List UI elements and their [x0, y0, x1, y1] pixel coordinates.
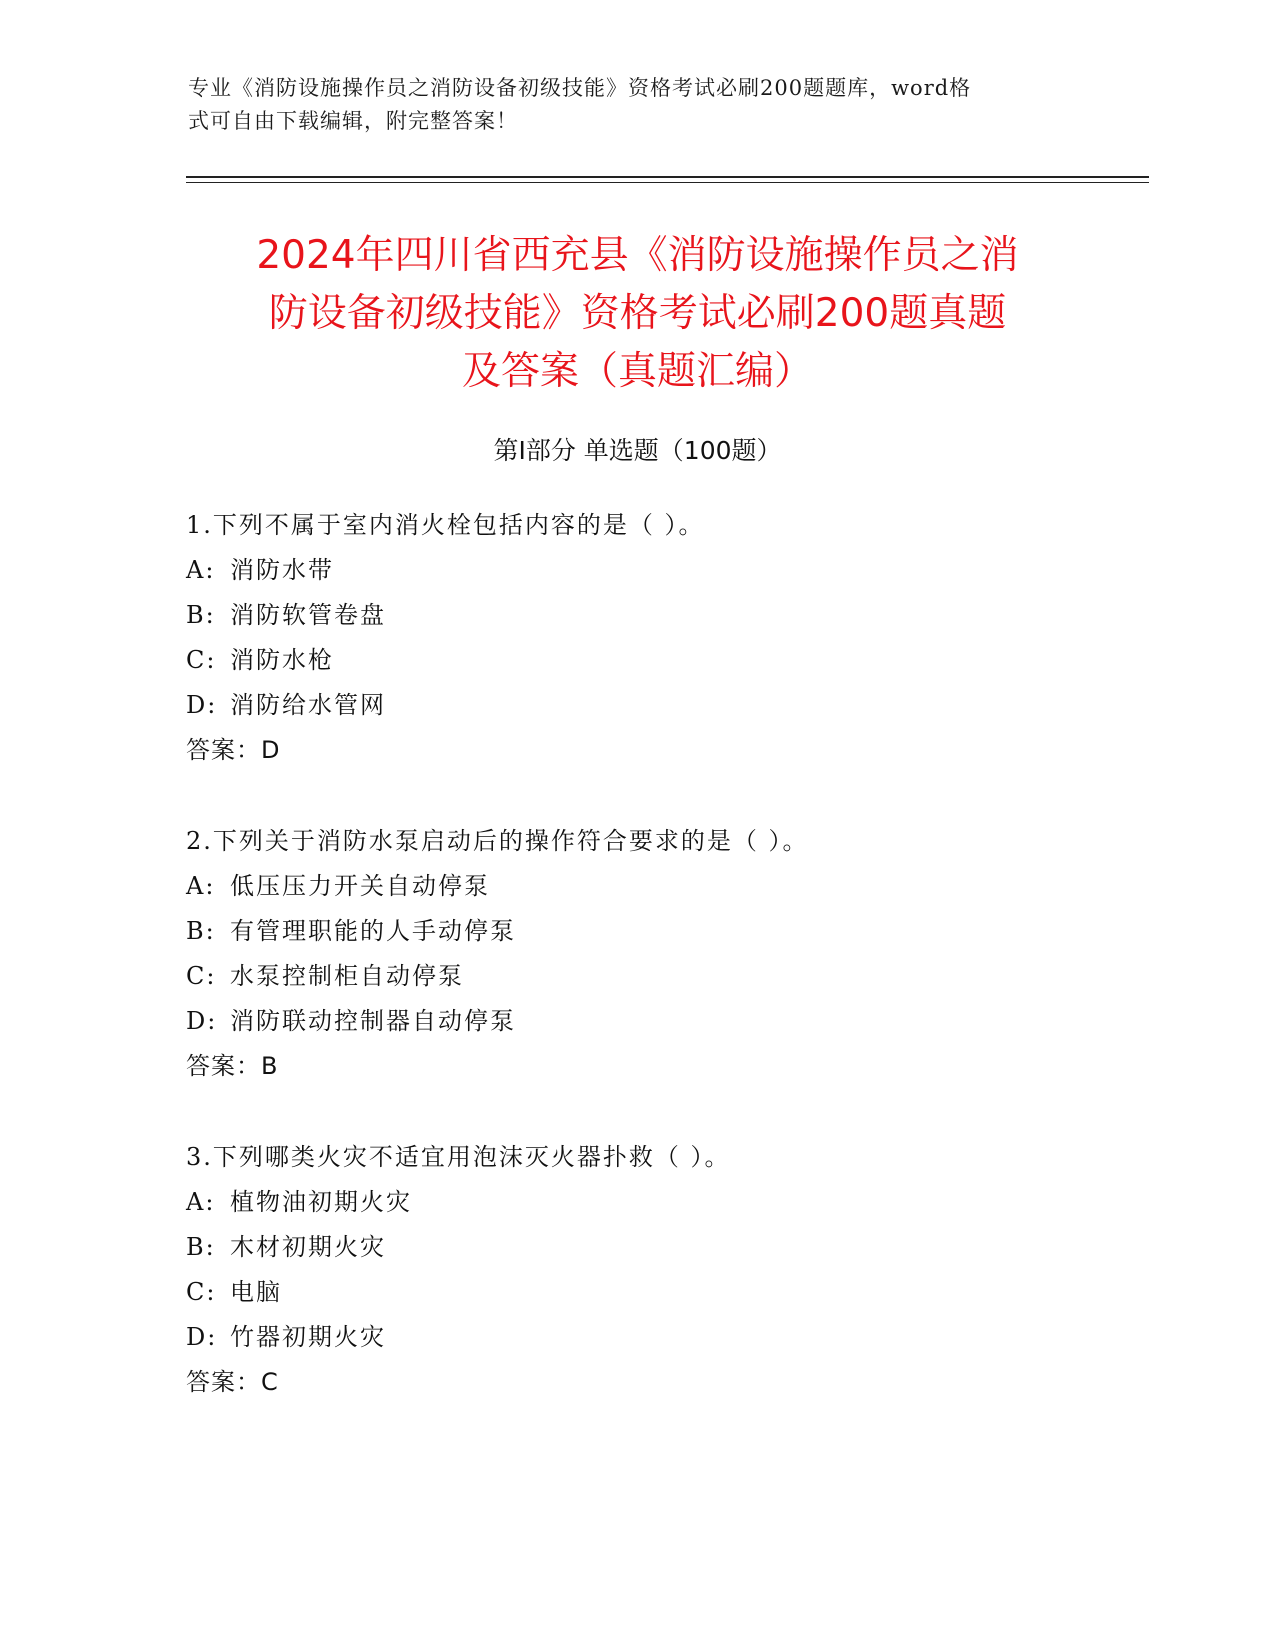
option-text: 消防软管卷盘 — [230, 601, 386, 629]
option-key: D: — [186, 1007, 218, 1035]
title-line-2: 防设备初级技能》资格考试必刷200题真题 — [268, 291, 1007, 336]
option-text: 竹器初期火灾 — [230, 1323, 386, 1351]
option-key: D: — [186, 1323, 218, 1351]
option-key: C: — [186, 962, 217, 990]
option-key: B: — [186, 601, 216, 629]
question-stem: 1.下列不属于室内消火栓包括内容的是（ ）。 — [186, 511, 705, 539]
option-key: C: — [186, 646, 217, 674]
option-b — [186, 1225, 1146, 1270]
answer: 答案：C — [186, 1368, 279, 1396]
question-1 — [186, 503, 1146, 773]
option-key: B: — [186, 917, 216, 945]
option-b — [186, 593, 1146, 638]
option-text: 水泵控制柜自动停泵 — [230, 962, 464, 990]
option-text: 消防水带 — [230, 556, 334, 584]
option-a — [186, 864, 1146, 909]
header-note-line-2: 式可自由下载编辑，附完整答案！ — [188, 109, 518, 133]
option-text: 有管理职能的人手动停泵 — [230, 917, 516, 945]
question-stem: 3.下列哪类火灾不适宜用泡沫灭火器扑救（ ）。 — [186, 1143, 731, 1171]
answer: 答案：B — [186, 1052, 279, 1080]
option-c — [186, 1270, 1146, 1315]
header-note-line-1: 专业《消防设施操作员之消防设备初级技能》资格考试必刷200题题库，word格 — [188, 76, 972, 100]
title-line-1: 2024年四川省西充县《消防设施操作员之消 — [256, 233, 1019, 278]
option-key: A: — [186, 872, 216, 900]
option-a — [186, 1180, 1146, 1225]
title-line-3: 及答案（真题汇编） — [461, 349, 813, 394]
option-text: 消防联动控制器自动停泵 — [230, 1007, 516, 1035]
header-divider-thick — [186, 176, 1149, 178]
question-3 — [186, 1135, 1146, 1405]
option-key: D: — [186, 691, 218, 719]
option-text: 植物油初期火灾 — [230, 1188, 412, 1216]
option-a — [186, 548, 1146, 593]
answer: 答案：D — [186, 736, 281, 764]
option-c — [186, 638, 1146, 683]
option-key: A: — [186, 1188, 216, 1216]
section-heading: 第Ⅰ部分 单选题（100题） — [493, 436, 782, 465]
option-c — [186, 954, 1146, 999]
option-b — [186, 909, 1146, 954]
option-key: B: — [186, 1233, 216, 1261]
option-text: 电脑 — [230, 1278, 282, 1306]
document-title — [180, 227, 1095, 401]
option-d — [186, 1315, 1146, 1360]
header-note — [188, 72, 1088, 138]
question-stem: 2.下列关于消防水泵启动后的操作符合要求的是（ ）。 — [186, 827, 809, 855]
option-d — [186, 999, 1146, 1044]
option-text: 消防给水管网 — [230, 691, 386, 719]
question-2 — [186, 819, 1146, 1089]
option-text: 低压压力开关自动停泵 — [230, 872, 490, 900]
option-key: C: — [186, 1278, 217, 1306]
option-text: 木材初期火灾 — [230, 1233, 386, 1261]
option-key: A: — [186, 556, 216, 584]
header-divider-thin — [186, 182, 1149, 183]
option-text: 消防水枪 — [230, 646, 334, 674]
option-d — [186, 683, 1146, 728]
